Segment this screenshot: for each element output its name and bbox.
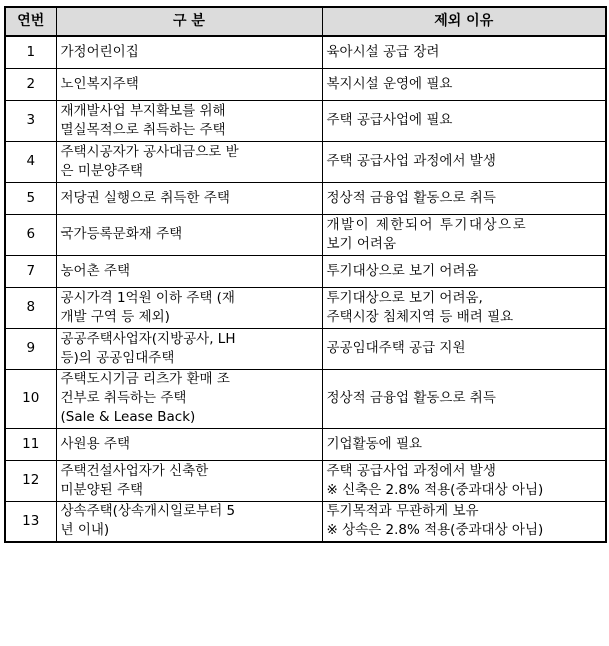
row-number: 4 (5, 141, 56, 182)
row-number: 3 (5, 100, 56, 141)
category-cell (56, 214, 322, 255)
reason-cell (322, 100, 606, 141)
reason-cell (322, 287, 606, 328)
category-cell (56, 501, 322, 542)
category-line: 건부로 취득하는 주택 (60, 390, 187, 406)
reason-line: ※ 상속은 2.8% 적용(중과대상 아님) (326, 522, 544, 539)
table-row (5, 460, 606, 501)
category-line: 주택도시기금 리츠가 환매 조 (60, 371, 230, 387)
category-line: 노인복지주택 (60, 75, 139, 92)
reason-cell (322, 214, 606, 255)
reason-cell (322, 328, 606, 369)
reason-cell (322, 182, 606, 214)
category-cell (56, 141, 322, 182)
category-line: 공시가격 1억원 이하 주택 (재 (60, 289, 235, 306)
header-reason: 제외 이유 (322, 7, 606, 36)
reason-line: ※ 신축은 2.8% 적용(중과대상 아님) (326, 481, 544, 498)
category-cell (56, 36, 322, 68)
category-cell (56, 428, 322, 460)
category-line: 년 이내) (60, 522, 110, 539)
row-number: 13 (5, 501, 56, 542)
category-line: 사원용 주택 (60, 435, 130, 452)
reason-cell (322, 428, 606, 460)
category-line: 상속주택(상속개시일로부터 5 (60, 503, 236, 520)
reason-line: 정상적 금융업 활동으로 취득 (326, 390, 496, 406)
reason-line: 육아시설 공급 장려 (326, 43, 440, 60)
reason-cell (322, 255, 606, 287)
header-row (5, 7, 606, 36)
category-line: 은 미분양주택 (60, 162, 144, 179)
table-row (5, 141, 606, 182)
table-row (5, 36, 606, 68)
table-row (5, 255, 606, 287)
table-row (5, 501, 606, 542)
reason-line: 복지시설 운영에 필요 (326, 75, 453, 92)
category-line: 농어촌 주택 (60, 262, 130, 279)
table-row (5, 214, 606, 255)
table-row (5, 182, 606, 214)
category-line: 공공주택사업자(지방공사, LH (60, 330, 236, 347)
reason-cell (322, 68, 606, 100)
reason-line: 주택 공급사업 과정에서 발생 (326, 153, 496, 169)
reason-cell (322, 460, 606, 501)
reason-line: 개발이 제한되어 투기대상으로 (326, 216, 528, 233)
reason-cell (322, 36, 606, 68)
category-line: 등)의 공공임대주택 (60, 349, 175, 366)
reason-line: 주택 공급사업 과정에서 발생 (326, 462, 496, 479)
category-line: (Sale & Lease Back) (60, 409, 196, 425)
table-row (5, 100, 606, 141)
category-cell (56, 287, 322, 328)
header-no: 연번 (5, 7, 56, 36)
reason-line: 기업활동에 필요 (326, 435, 423, 452)
row-number: 8 (5, 287, 56, 328)
reason-line: 공공임대주택 공급 지원 (326, 340, 466, 356)
row-number: 5 (5, 182, 56, 214)
category-line: 재개발사업 부지확보를 위해 (60, 102, 226, 119)
reason-line: 정상적 금융업 활동으로 취득 (326, 189, 496, 206)
category-line: 저당권 실행으로 취득한 주택 (60, 189, 230, 206)
category-line: 멸실목적으로 취득하는 주택 (60, 121, 226, 138)
category-line: 주택시공자가 공사대금으로 받 (60, 143, 239, 160)
row-number: 6 (5, 214, 56, 255)
row-number: 11 (5, 428, 56, 460)
reason-line: 주택 공급사업에 필요 (326, 112, 453, 128)
category-line: 국가등록문화재 주택 (60, 226, 183, 242)
row-number: 7 (5, 255, 56, 287)
category-cell (56, 182, 322, 214)
reason-line: 투기목적과 무관하게 보유 (326, 503, 479, 520)
reason-line: 투기대상으로 보기 어려움, (326, 289, 483, 306)
category-line: 미분양된 주택 (60, 481, 144, 498)
table-row (5, 287, 606, 328)
category-line: 가정어린이집 (60, 43, 139, 60)
reason-cell (322, 369, 606, 428)
reason-line: 보기 어려움 (326, 235, 396, 252)
row-number: 12 (5, 460, 56, 501)
category-cell (56, 68, 322, 100)
header-category: 구 분 (56, 7, 322, 36)
row-number: 10 (5, 369, 56, 428)
table-row (5, 68, 606, 100)
category-cell (56, 328, 322, 369)
reason-cell (322, 501, 606, 542)
category-cell (56, 255, 322, 287)
table-body (5, 36, 606, 542)
category-cell (56, 460, 322, 501)
exclusion-table (4, 6, 607, 543)
table-row (5, 428, 606, 460)
category-line: 주택건설사업자가 신축한 (60, 462, 209, 479)
table-row (5, 328, 606, 369)
reason-cell (322, 141, 606, 182)
row-number: 2 (5, 68, 56, 100)
row-number: 1 (5, 36, 56, 68)
category-cell (56, 100, 322, 141)
category-line: 개발 구역 등 제외) (60, 308, 170, 325)
reason-line: 투기대상으로 보기 어려움 (326, 262, 479, 279)
category-cell (56, 369, 322, 428)
row-number: 9 (5, 328, 56, 369)
table-row (5, 369, 606, 428)
reason-line: 주택시장 침체지역 등 배려 필요 (326, 308, 514, 325)
